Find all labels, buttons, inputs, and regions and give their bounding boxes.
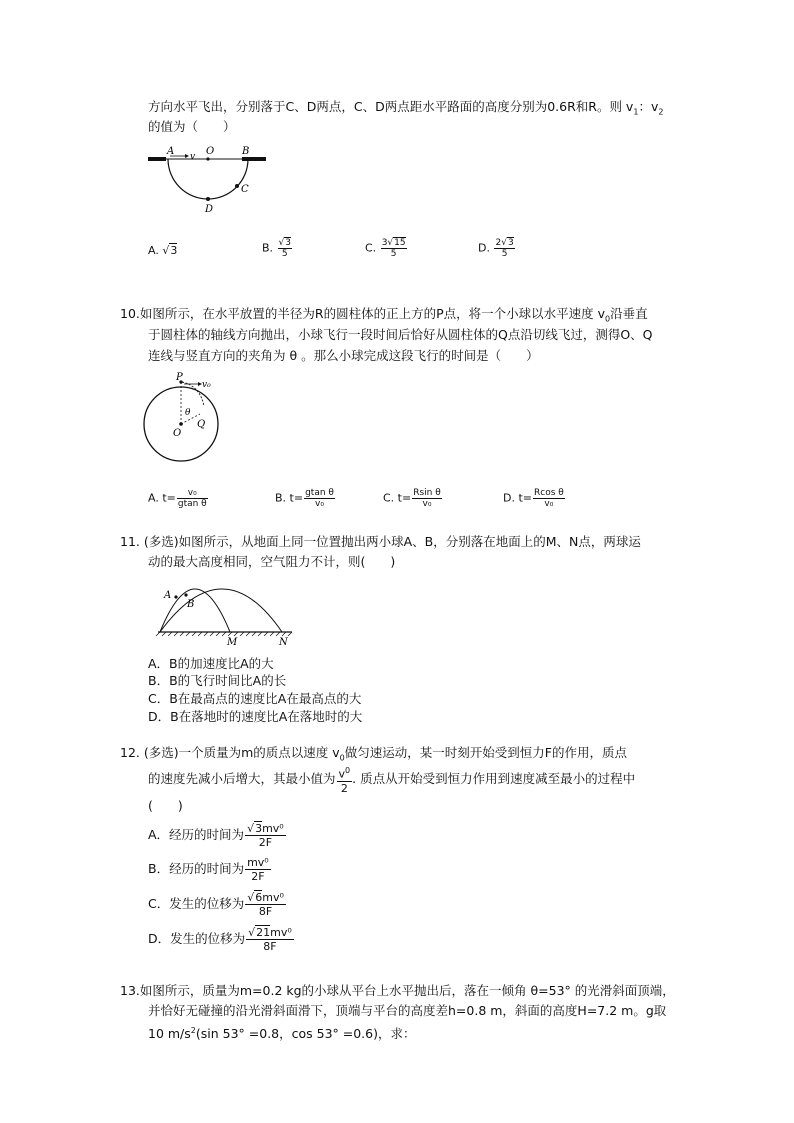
q12-line3: ( ) [148, 798, 183, 813]
q9-fig-label-v: v [190, 152, 196, 162]
q11-option-d[interactable]: D．B在落地时的速度比A在落地时的大 [148, 709, 363, 724]
q12-option-a[interactable]: A．经历的时间为 $\frac{\text{√3mv⁰}}{2F}$ [148, 822, 284, 849]
q9-fig-label-a: A [167, 146, 175, 157]
q9-figure [145, 142, 275, 217]
q12-line2: 的速度先减小后增大，其最小值为 $\frac{v^0}{2}$ . 质点从开始受到恒力作用到速度减至最小的过程中 [148, 766, 636, 795]
q10-line2: 于圆柱体的轴线方向抛出，小球飞行一段时间后恰好从圆柱体的Q点沿切线飞过，测得O、Q [148, 327, 653, 342]
q10-fig-label-theta: θ [185, 408, 191, 418]
q11-option-c[interactable]: C．B在最高点的速度比A在最高点的大 [148, 691, 362, 706]
q10-line3: 连线与竖直方向的夹角为 θ 。那么小球完成这段飞行的时间是（ ） [148, 348, 539, 363]
q10-option-d[interactable]: D. t= $\frac{\text{Rcos θ}}{\text{v₀}}$ [503, 488, 564, 509]
q10-fig-label-o: O [173, 428, 182, 439]
q10-fig-label-v0: v₀ [202, 380, 211, 390]
q10-fig-label-p: P [176, 372, 183, 383]
q9-fig-label-o: O [206, 146, 215, 157]
q9-stem-line1: 方向水平飞出，分别落于C、D两点，C、D两点距水平路面的高度分别为0.6R和R。则 $v_1$：$v_2$ [148, 99, 664, 117]
q12-option-c[interactable]: C．发生的位移为 $\frac{\text{√6mv⁰}}{8F}$ [148, 891, 284, 918]
q12-line1: 12. (多选)一个质量为m的质点以速度 $v_0$做匀速运动，某一时刻开始受到恒力F的作用，质点 [120, 745, 627, 763]
q11-fig-label-n: N [279, 637, 288, 648]
q11-option-b[interactable]: B．B的飞行时间比A的长 [148, 673, 287, 688]
q9-fig-label-d: D [205, 204, 214, 215]
q9-option-b[interactable]: B. $\frac{√3}{5}$ [262, 238, 292, 259]
q11-figure [150, 578, 300, 648]
q12-option-b[interactable]: B．经历的时间为 $\frac{\text{mv⁰}}{2F}$ [148, 856, 269, 883]
q10-line1: 10.如图所示，在水平放置的半径为R的圆柱体的正上方的P点，将一个小球以水平速度 $v_0$沿垂直 [120, 306, 648, 324]
q11-fig-label-b: B [187, 599, 195, 610]
q10-fig-label-q: Q [197, 419, 206, 430]
q9-option-a[interactable]: A. √3 [148, 244, 178, 257]
q11-option-a[interactable]: A．B的加速度比A的大 [148, 656, 274, 671]
q10-option-a[interactable]: A. t= $\frac{\text{v₀}}{\text{gtan θ}}$ [148, 488, 207, 509]
q12-option-d[interactable]: D．发生的位移为 $\frac{\text{√21mv⁰}}{8F}$ [148, 926, 292, 953]
q9-option-c[interactable]: C. $\frac{3√15}{5}$ [365, 238, 406, 259]
q9-option-d[interactable]: D. $\frac{2√3}{5}$ [478, 238, 514, 259]
q10-option-c[interactable]: C. t= $\frac{\text{Rsin θ}}{\text{v₀}}$ [383, 488, 441, 509]
q10-figure [142, 370, 232, 465]
q11-line1: 11. (多选)如图所示，从地面上同一位置抛出两小球A、B，分别落在地面上的M、N点，两球运 [120, 534, 641, 549]
q13-line3: 10 $m/s^2(\sin$ 53° =0.8，cos 53° =0.6)，求： [148, 1026, 416, 1042]
q13-line2: 并恰好无碰撞的沿光滑斜面滑下，顶端与平台的高度差h=0.8 m，斜面的高度H=7.2 m。g取 [148, 1003, 667, 1018]
q13-line1: 13.如图所示，质量为m=0.2 kg的小球从平台上水平抛出后，落在一倾角 θ=53° 的光滑斜面顶端， [120, 983, 675, 998]
q9-fig-label-c: C [241, 184, 249, 195]
q11-fig-label-m: M [227, 637, 238, 648]
q11-line2: 动的最大高度相同，空气阻力不计，则( ) [148, 554, 396, 569]
q9-stem-line2: 的值为（ ） [148, 119, 236, 134]
q9-fig-label-b: B [242, 146, 250, 157]
q10-option-b[interactable]: B. t= $\frac{\text{gtan θ}}{\text{v₀}}$ [275, 488, 334, 509]
q11-fig-label-a: A [164, 590, 172, 601]
